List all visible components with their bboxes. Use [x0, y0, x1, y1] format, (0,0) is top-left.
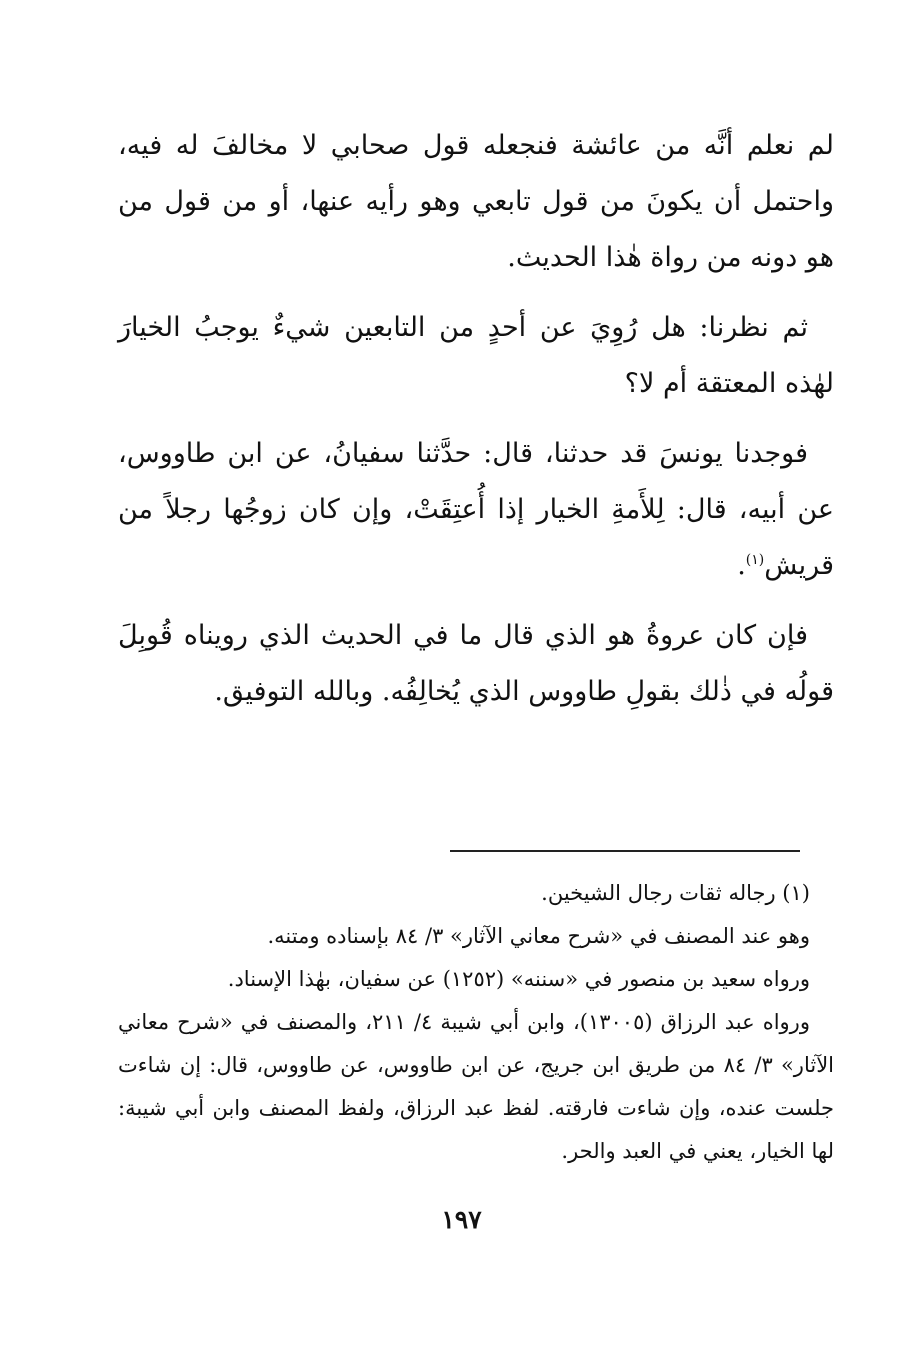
paragraph-1: لم نعلم أنَّه من عائشة فنجعله قول صحابي لا مخالفَ له فيه، واحتمل أن يكونَ من قول تابعي وهو رأيه عنها، أو من قول من هو دونه من رواة هٰذا الحديث.	[118, 130, 834, 273]
footnote-separator	[450, 850, 800, 852]
paragraph-3	[118, 426, 834, 594]
footnote-line-4: ورواه عبد الرزاق (١٣٠٠٥)، وابن أبي شيبة ٤/ ٢١١، والمصنف في «شرح معاني الآثار» ٣/ ٨٤ من طريق ابن جريج، عن ابن طاووس، عن طاووس، قال: إن شاءت جلست عنده، وإن شاءت فارقته. لفظ عبد الرزاق، ولفظ المصنف وابن أبي شيبة: لها الخيار، يعني في العبد والحر.	[118, 1010, 835, 1163]
footnotes	[118, 872, 834, 1173]
paragraph-3-text: فوجدنا يونسَ قد حدثنا، قال: حدَّثنا سفيانُ، عن ابن طاووس، عن أبيه، قال: لِلأَمةِ الخيار إذا أُعتِقَتْ، وإن كان زوجُها رجلاً من قريش	[118, 438, 834, 581]
main-text	[118, 118, 834, 734]
footnote-reference: (١)	[745, 552, 765, 568]
footnote-line-1: (١) رجاله ثقات رجال الشيخين.	[541, 881, 810, 905]
page-number: ١٩٧	[441, 1205, 482, 1234]
paragraph-2: ثم نظرنا: هل رُوِيَ عن أحدٍ من التابعين شيءٌ يوجبُ الخيارَ لهٰذه المعتقة أم لا؟	[118, 312, 834, 399]
footnote-line-3: ورواه سعيد بن منصور في «سننه» (١٢٥٢) عن سفيان، بهٰذا الإسناد.	[227, 967, 810, 991]
paragraph-3-end: .	[737, 550, 746, 581]
paragraph-4: فإن كان عروةُ هو الذي قال ما في الحديث الذي رويناه قُوبِلَ قولُه في ذٰلك بقولِ طاووس الذي يُخالِفُه. وبالله التوفيق.	[118, 620, 834, 707]
footnote-line-2: وهو عند المصنف في «شرح معاني الآثار» ٣/ ٨٤ بإسناده ومتنه.	[267, 924, 810, 948]
